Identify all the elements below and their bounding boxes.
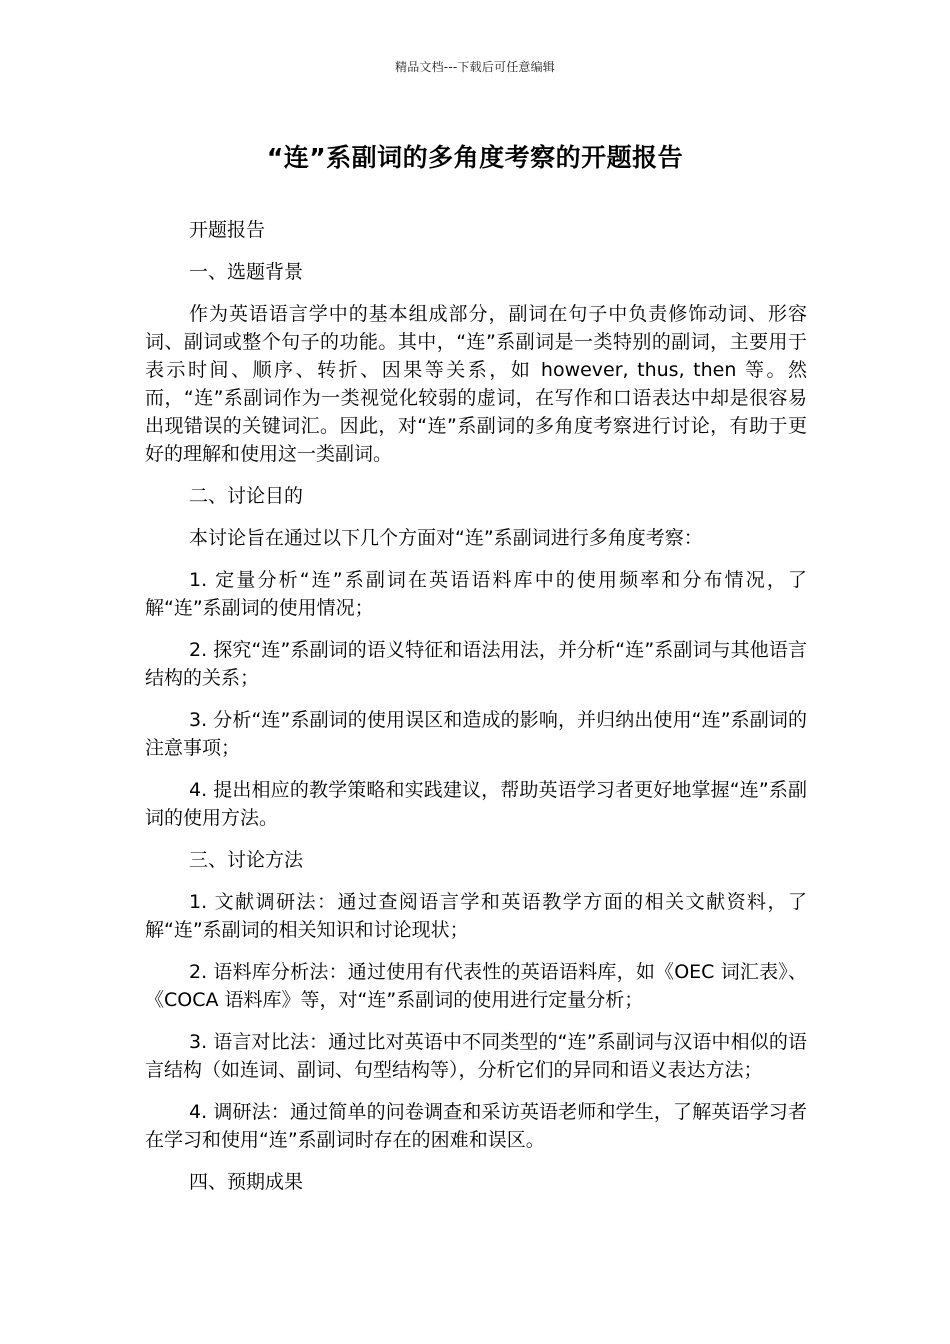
list-item-method-4: 4. 调研法：通过简单的问卷调查和采访英语老师和学生，了解英语学习者在学习和使用“连”系副词时存在的困难和误区。 — [145, 1101, 807, 1151]
list-item-purpose-4: 4. 提出相应的教学策略和实践建议，帮助英语学习者更好地掌握“连”系副词的使用方法。 — [145, 779, 807, 829]
list-item-purpose-2: 2. 探究“连”系副词的语义特征和语法用法，并分析“连”系副词与其他语言结构的关系； — [145, 639, 807, 689]
paragraph-background: 作为英语语言学中的基本组成部分，副词在句子中负责修饰动词、形容词、副词或整个句子的功能。其中，“连”系副词是一类特别的副词，主要用于表示时间、顺序、转折、因果等关系，如 however, thus, then 等。然而，“连”系副词作为一类视觉化较弱的虚词，在写作和口语表达中却是很容易出现错误的关键词汇。因此，对“连”系副词的多角度考察进行讨论，有助于更好的理解和使用这一类副词。 — [145, 303, 807, 465]
section-heading-methods: 三、讨论方法 — [189, 849, 304, 871]
list-item-method-3: 3. 语言对比法：通过比对英语中不同类型的“连”系副词与汉语中相似的语言结构（如连词、副词、句型结构等），分析它们的异同和语义表达方法； — [145, 1031, 807, 1081]
document-body — [145, 216, 807, 1210]
document-title: “连”系副词的多角度考察的开题报告 — [266, 143, 684, 172]
section-heading-outcomes: 四、预期成果 — [189, 1171, 304, 1193]
page-header: 精品文档---下载后可任意编辑 — [395, 60, 555, 74]
list-item-purpose-3: 3. 分析“连”系副词的使用误区和造成的影响，并归纳出使用“连”系副词的注意事项； — [145, 709, 807, 759]
section-label-report: 开题报告 — [189, 219, 266, 241]
list-item-method-2: 2. 语料库分析法：通过使用有代表性的英语语料库，如《OEC 词汇表》、《COCA 语料库》等，对“连”系副词的使用进行定量分析； — [145, 961, 807, 1011]
list-item-method-1: 1. 文献调研法：通过查阅语言学和英语教学方面的相关文献资料，了解“连”系副词的相关知识和讨论现状； — [145, 891, 807, 941]
list-item-purpose-1: 1. 定量分析“连”系副词在英语语料库中的使用频率和分布情况，了解“连”系副词的使用情况； — [145, 569, 807, 619]
section-heading-purpose: 二、讨论目的 — [189, 485, 304, 507]
section-heading-background: 一、选题背景 — [189, 261, 304, 283]
paragraph-purpose-intro: 本讨论旨在通过以下几个方面对“连”系副词进行多角度考察： — [189, 527, 703, 549]
